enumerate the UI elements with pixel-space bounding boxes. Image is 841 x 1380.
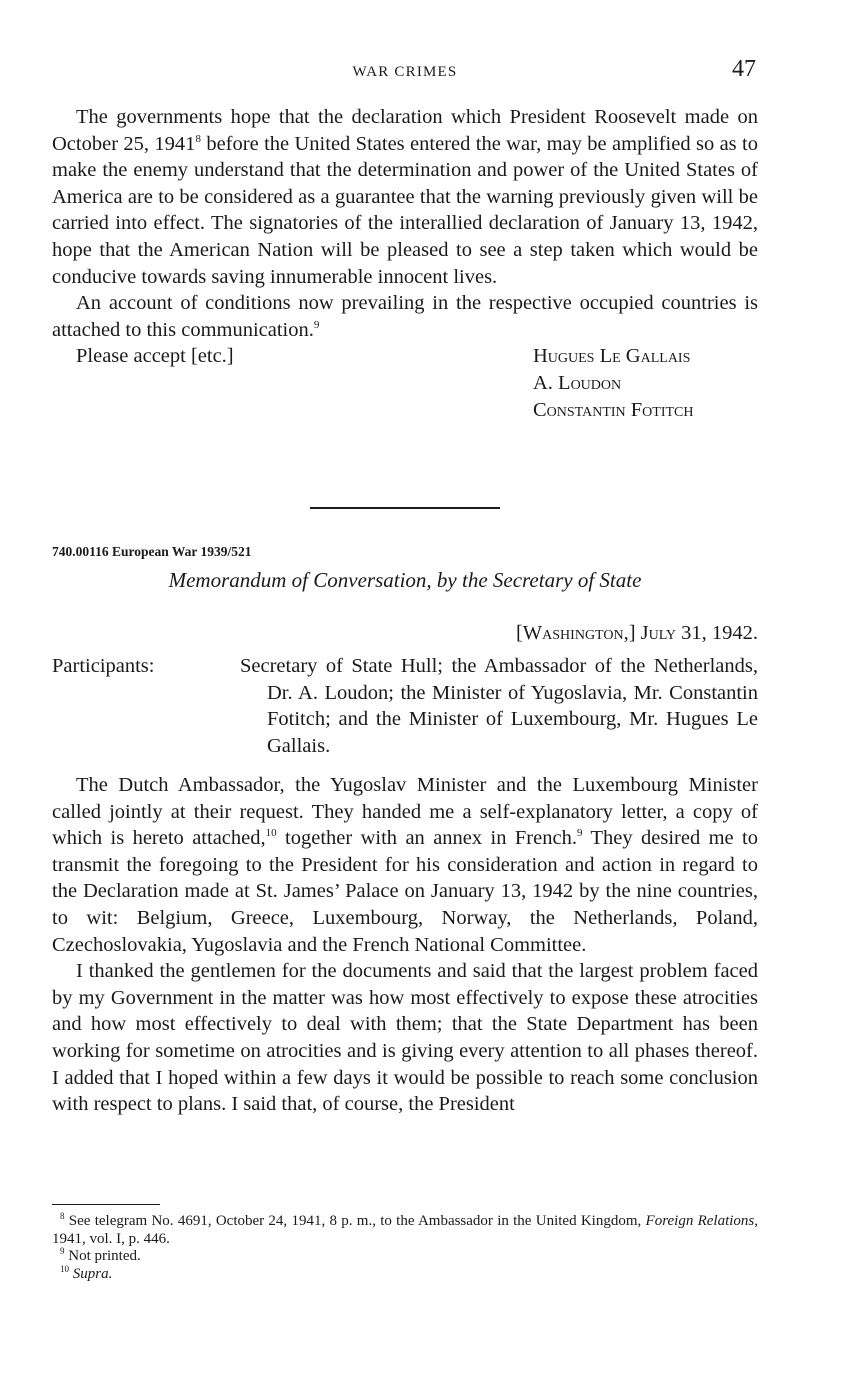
- footnote-10: [52, 1263, 758, 1284]
- footnote-text: See telegram No. 4691, October 24, 1941, 8 p. m., to the Ambassador in the United Kingdom,: [68, 1213, 646, 1229]
- signatory: Constantin Fotitch: [533, 398, 694, 421]
- memo-paragraph-1-text: together with an annex in French.: [276, 827, 577, 850]
- footnotes: [52, 1213, 758, 1283]
- letter-paragraph-1-text: The governments hope that the declaration which President Roosevelt made on October 25, 1941: [52, 106, 758, 155]
- signature-row-2: [52, 370, 758, 397]
- section-divider: [310, 507, 500, 509]
- participants-label: Participants:: [52, 655, 155, 677]
- signature-row-3: [52, 397, 758, 424]
- letter-paragraph-2-text: An account of conditions now prevailing in the respective occupied countries is attached to this communication.: [52, 292, 758, 341]
- footnote-mark: 8: [60, 1211, 65, 1221]
- letter-paragraph-2: [52, 290, 758, 343]
- closing-line: Please accept [etc.]: [76, 345, 234, 368]
- footnote-text: Supra.: [72, 1265, 113, 1282]
- participants-block: [52, 653, 758, 759]
- footnote-mark: 10: [60, 1263, 69, 1274]
- file-number: 740.00116 European War 1939/521: [52, 544, 252, 559]
- document-title: Memorandum of Conversation, by the Secretary of State: [168, 568, 642, 592]
- footnote-text: , 1941, vol. I, p. 446.: [52, 1213, 759, 1247]
- signature-row-1: [52, 343, 758, 370]
- footnote-ref: 10: [265, 827, 277, 840]
- dateline-text: [Washington,] July 31, 1942.: [515, 622, 758, 644]
- letter-paragraph-1: [52, 104, 758, 290]
- signatory: Hugues Le Gallais: [533, 345, 691, 368]
- participants-list: Secretary of State Hull; the Ambassador of the Netherlands, Dr. A. Loudon; the Minister of Yugoslavia, Mr. Constantin Fotitch; and the Minister of Luxembourg, Mr. Hugues Le Gallais.: [240, 655, 758, 757]
- dateline: [516, 622, 758, 645]
- footnote-ref: 8: [195, 132, 201, 145]
- footnote-mark: 9: [60, 1246, 65, 1256]
- signatory: A. Loudon: [533, 371, 622, 394]
- footnote-8: [52, 1213, 758, 1248]
- footnote-text: Foreign Relations: [645, 1213, 755, 1229]
- footnote-9: [52, 1248, 758, 1266]
- running-title: WAR CRIMES: [352, 64, 458, 80]
- memo-body: [52, 772, 758, 1118]
- letter-paragraph-1-text: before the United States entered the war, may be amplified so as to make the enemy understand that the determination and power of the United States of America are to be considered as a guarantee that the warning previously given will be carried into effect. The signatories of the interallied declaration of January 13, 1942, hope that the American Nation will be pleased to see a step taken which would be conducive towards saving innumerable innocent lives.: [52, 132, 758, 288]
- memo-paragraph-2: I thanked the gentlemen for the documents and said that the largest problem faced by my Government in the matter was how most effectively to expose these atrocities and how most effectively to deal with them; that the State Department has been working for sometime on atrocities and is giving every attention to all phases thereof. I added that I hoped within a few days it would be possible to reach some conclusion with respect to plans. I said that, of course, the President: [52, 960, 758, 1116]
- memo-paragraph-1-text: They desired me to transmit the foregoing to the President for his consideration and action in regard to the Declaration made at St. James’ Palace on January 13, 1942 by the nine countries, to wit: Belgium, Greece, Luxembourg, Norway, the Netherlands, Poland, Czechoslovakia, Yugoslavia and the French National Committee.: [52, 827, 759, 956]
- footnote-text: Not printed.: [68, 1248, 141, 1264]
- page-header: [52, 58, 758, 86]
- page-number: 47: [732, 56, 756, 82]
- footnote-rule: [52, 1204, 160, 1205]
- footnote-ref: 9: [313, 318, 320, 331]
- memo-paragraph-1: [52, 772, 758, 958]
- memo-paragraph-1-text: The Dutch Ambassador, the Yugoslav Minister and the Luxembourg Minister called jointly at their request. They handed me a self-explanatory letter, a copy of which is hereto attached,: [52, 774, 758, 850]
- footnote-ref: 9: [576, 827, 583, 840]
- letter-body: [52, 104, 758, 423]
